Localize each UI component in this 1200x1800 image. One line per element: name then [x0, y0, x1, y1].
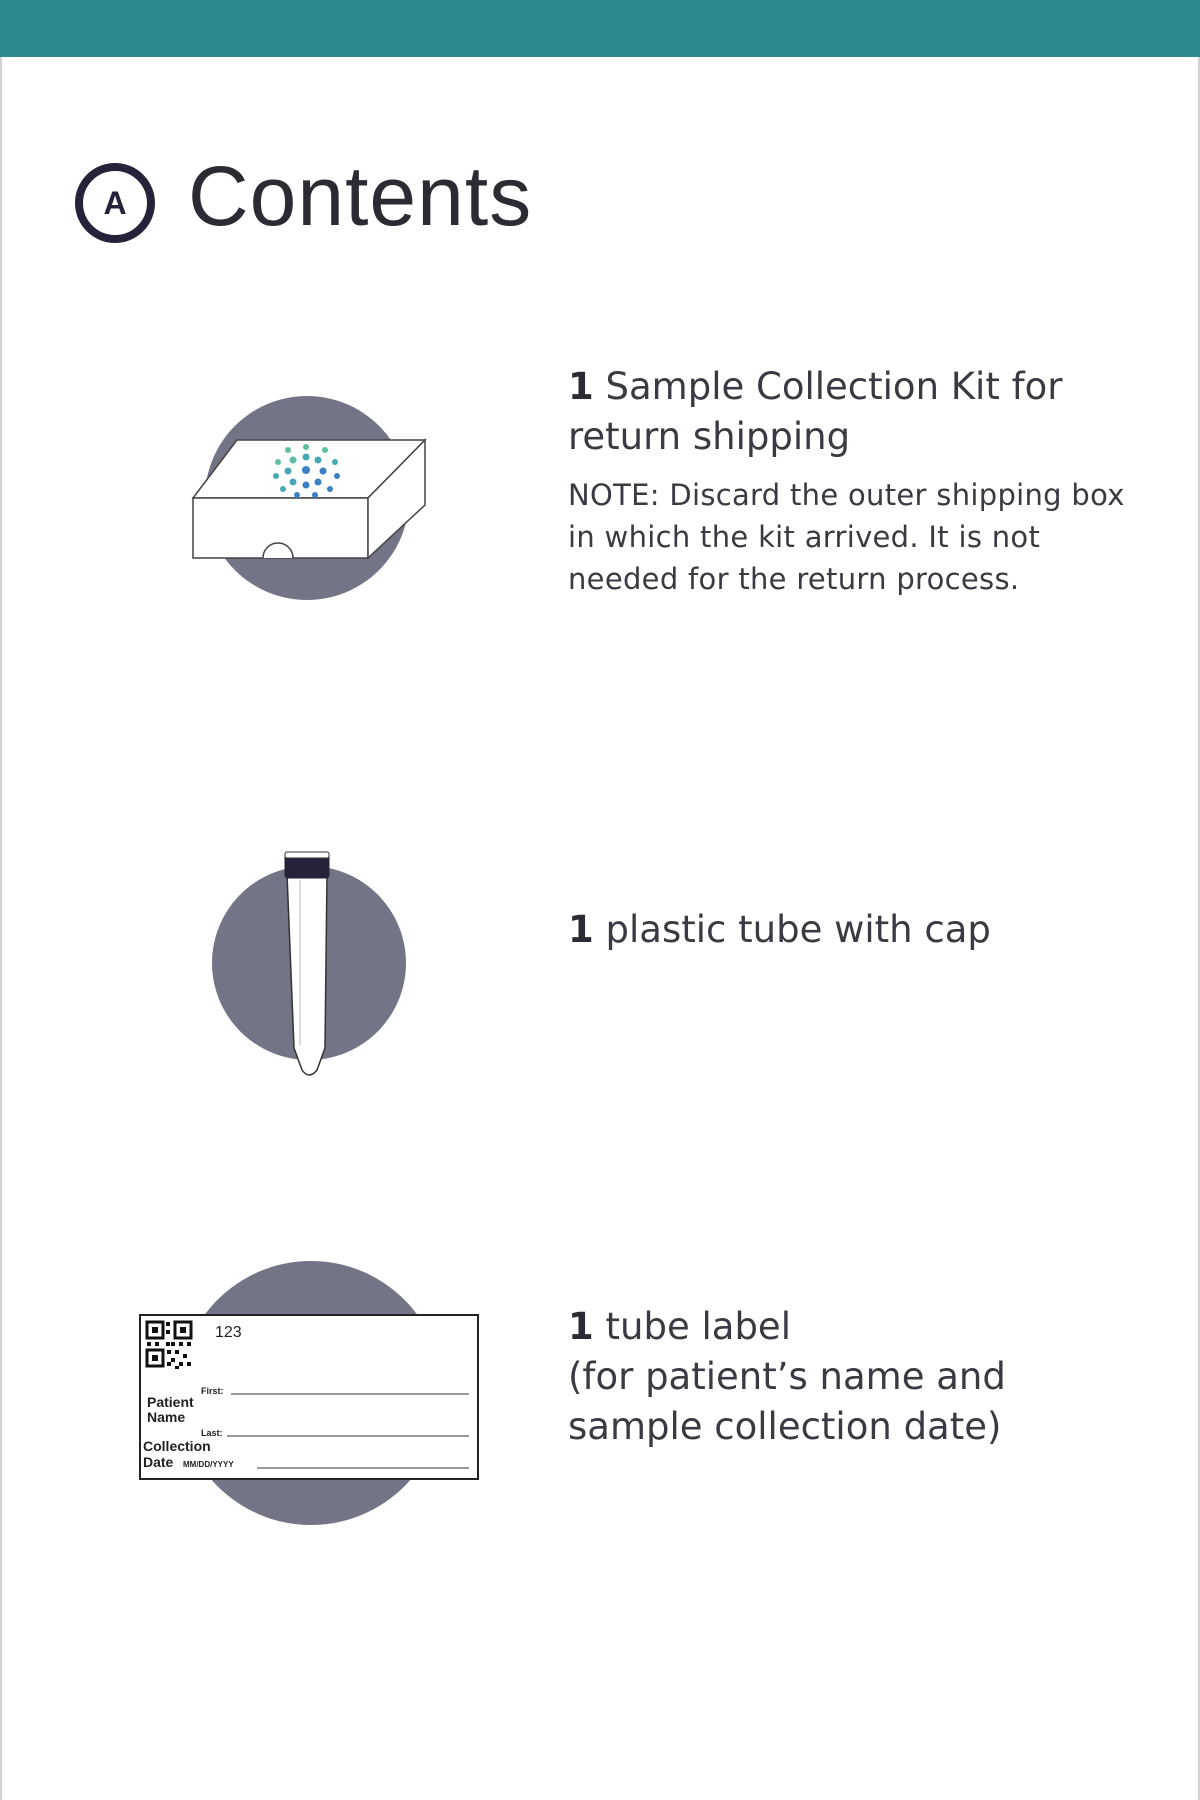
item-label-heading — [568, 1302, 1128, 1452]
item-kit-note: NOTE: Discard the outer shipping box in which the kit arrived. It is not needed for the return process. — [568, 478, 1125, 596]
label-first: First: — [201, 1386, 224, 1396]
page-title: Contents — [188, 149, 533, 243]
section-letter: A — [103, 184, 127, 221]
label-collection-2: Date — [143, 1454, 174, 1470]
label-date-format: MM/DD/YYYY — [183, 1460, 234, 1469]
collection-box-icon — [185, 390, 430, 605]
item-tube — [568, 905, 1128, 955]
page-border-left — [0, 57, 2, 1800]
label-patient-1: Patient — [147, 1394, 194, 1410]
item-tube-quantity: 1 — [568, 908, 594, 951]
item-tube-heading — [568, 905, 1128, 955]
item-label — [568, 1302, 1128, 1452]
section-badge — [75, 163, 155, 243]
top-accent-bar — [0, 0, 1200, 57]
item-kit-label: Sample Collection Kit for — [605, 365, 1063, 408]
item-kit-quantity: 1 — [568, 365, 594, 408]
item-label-label-3: sample collection date) — [568, 1405, 1002, 1448]
item-kit-label-2: return shipping — [568, 415, 851, 458]
label-collection-1: Collection — [143, 1438, 211, 1454]
item-kit-heading — [568, 362, 1128, 462]
tube-label-icon — [135, 1258, 485, 1528]
item-kit — [568, 362, 1128, 600]
label-number: 123 — [215, 1324, 242, 1341]
item-tube-label: plastic tube with cap — [605, 908, 991, 951]
item-label-label: tube label — [605, 1305, 791, 1348]
label-last: Last: — [201, 1428, 223, 1438]
item-label-quantity: 1 — [568, 1305, 594, 1348]
plastic-tube-icon — [205, 850, 415, 1080]
item-label-label-2: (for patient’s name and — [568, 1355, 1006, 1398]
label-patient-2: Name — [147, 1409, 186, 1425]
